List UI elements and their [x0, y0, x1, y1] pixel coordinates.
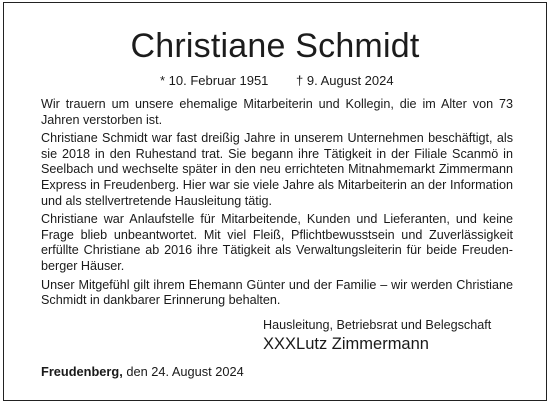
paragraph-role: Christiane war Anlaufstelle für Mitarbeitende, Kunden und Lieferanten, und keine Frage blieb unbeantwortet. Mit viel Fleiß, Pflichtbewusstsein und Zuverlässigkeit erfüllte Christiane ab 2016 ihre Tätigkeit als Verwaltungsleiterin für beide Freudenberger Häuser. — [41, 212, 513, 273]
deceased-name: Christiane Schmidt — [130, 27, 420, 65]
notice-body — [41, 97, 513, 312]
company-name: XXXLutz Zimmermann — [263, 335, 429, 353]
paragraph-condolence: Unser Mitgefühl gilt ihrem Ehemann Günter und der Familie – wir werden Christiane Schmidt in dankbarer Erinnerung behalten. — [41, 277, 513, 308]
birth-date: * 10. Februar 1951 — [160, 73, 269, 88]
paragraph-career: Christiane Schmidt war fast dreißig Jahre in unserem Unternehmen beschäftigt, als sie 2018 in den Ruhestand trat. Sie begann ihre Tätigkeit in der Filiale Scanmö in Seelbach und wechselte später in den neu errichteten Mitnahmemarkt Zimmermann Express in Freudenberg. Hier war sie viele Jahre als Mitarbeiterin an der Information und als stellvertretende Hausleitung tätig. — [41, 131, 513, 208]
obituary-notice — [3, 2, 547, 401]
place-name: Freudenberg, — [41, 364, 123, 379]
life-dates — [4, 73, 546, 89]
paragraph-intro: Wir trauern um unsere ehemalige Mitarbeiterin und Kollegin, die im Alter von 73 Jahren verstorben ist. — [41, 97, 513, 127]
place-and-date — [41, 364, 244, 380]
notice-date: den 24. August 2024 — [122, 364, 244, 379]
death-date: † 9. August 2024 — [296, 73, 394, 88]
signatories: Hausleitung, Betriebsrat und Belegschaft — [263, 318, 492, 332]
